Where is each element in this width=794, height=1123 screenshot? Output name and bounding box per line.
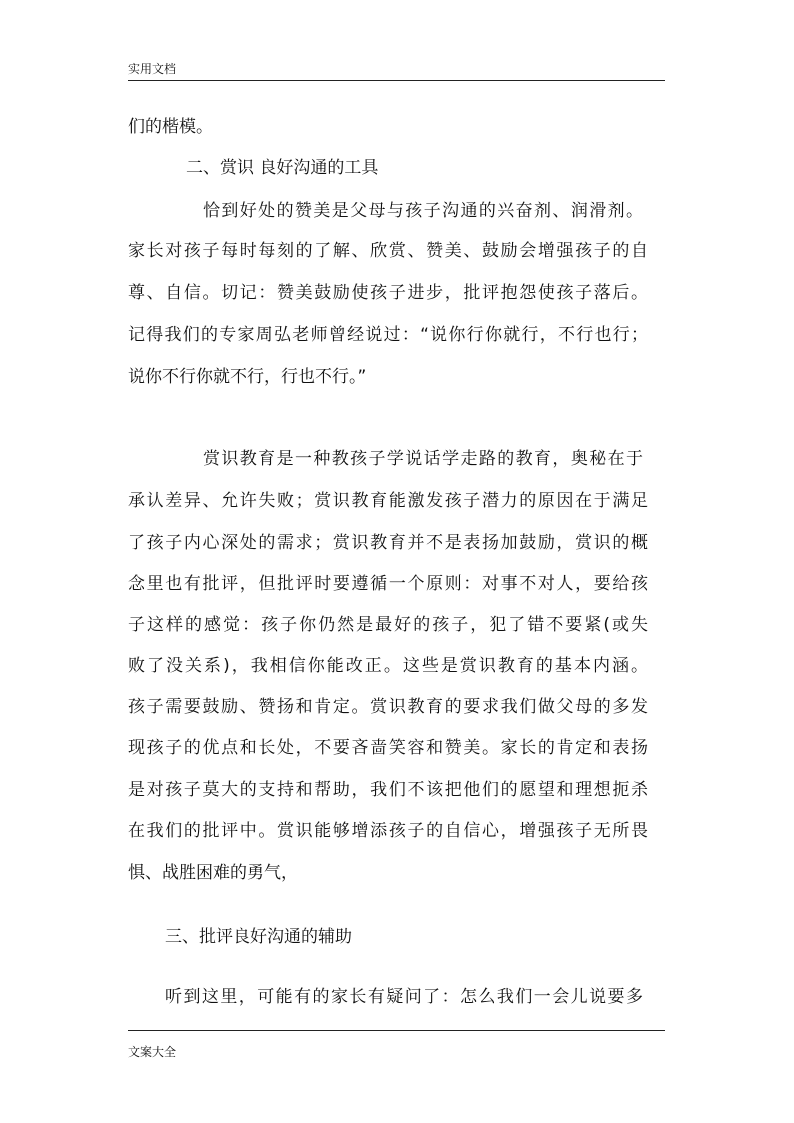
text-line: 子这样的感觉：孩子你仍然是最好的孩子，犯了错不要紧(或失: [128, 615, 648, 635]
footer-rule: [128, 1030, 665, 1031]
text-line: 恰到好处的赞美是父母与孩子沟通的兴奋剂、润滑剂。: [203, 201, 643, 221]
text-line: 败了没关系)，我相信你能改正。这些是赏识教育的基本内涵。: [128, 656, 648, 676]
text-line: 惧、战胜困难的勇气，: [128, 863, 298, 883]
text-line: 念里也有批评，但批评时要遵循一个原则：对事不对人，要给孩: [128, 574, 648, 594]
page-header: 实用文档: [128, 62, 177, 76]
text-line: 孩子需要鼓励、赞扬和肯定。赏识教育的要求我们做父母的多发: [128, 697, 648, 717]
text-line: 说你不行你就不行，行也不行。”: [128, 367, 367, 387]
text-line: 们的楷模。: [128, 117, 213, 137]
text-line: 是对孩子莫大的支持和帮助，我们不该把他们的愿望和理想扼杀: [128, 780, 648, 800]
text-line: 现孩子的优点和长处，不要吝啬笑容和赞美。家长的肯定和表扬: [128, 738, 648, 758]
header-rule: [128, 80, 665, 81]
text-line: 承认差异、允许失败；赏识教育能激发孩子潜力的原因在于满足: [128, 491, 648, 511]
page-footer: 文案大全: [128, 1045, 177, 1059]
text-line: 尊、自信。切记：赞美鼓励使孩子进步，批评抱怨使孩子落后。: [128, 283, 648, 303]
text-line: 家长对孩子每时每刻的了解、欣赏、赞美、鼓励会增强孩子的自: [128, 241, 648, 261]
text-line: 记得我们的专家周弘老师曾经说过：“说你行你就行，不行也行；: [128, 325, 648, 345]
text-line: 了孩子内心深处的需求；赏识教育并不是表扬加鼓励，赏识的概: [128, 533, 648, 553]
section-heading: 二、赏识 良好沟通的工具: [186, 158, 379, 178]
section-heading: 三、批评良好沟通的辅助: [165, 927, 352, 947]
text-line: 赏识教育是一种教孩子学说话学走路的教育，奥秘在于: [203, 449, 643, 469]
text-line: 听到这里，可能有的家长有疑问了：怎么我们一会儿说要多: [165, 987, 643, 1007]
text-line: 在我们的批评中。赏识能够增添孩子的自信心，增强孩子无所畏: [128, 821, 648, 841]
